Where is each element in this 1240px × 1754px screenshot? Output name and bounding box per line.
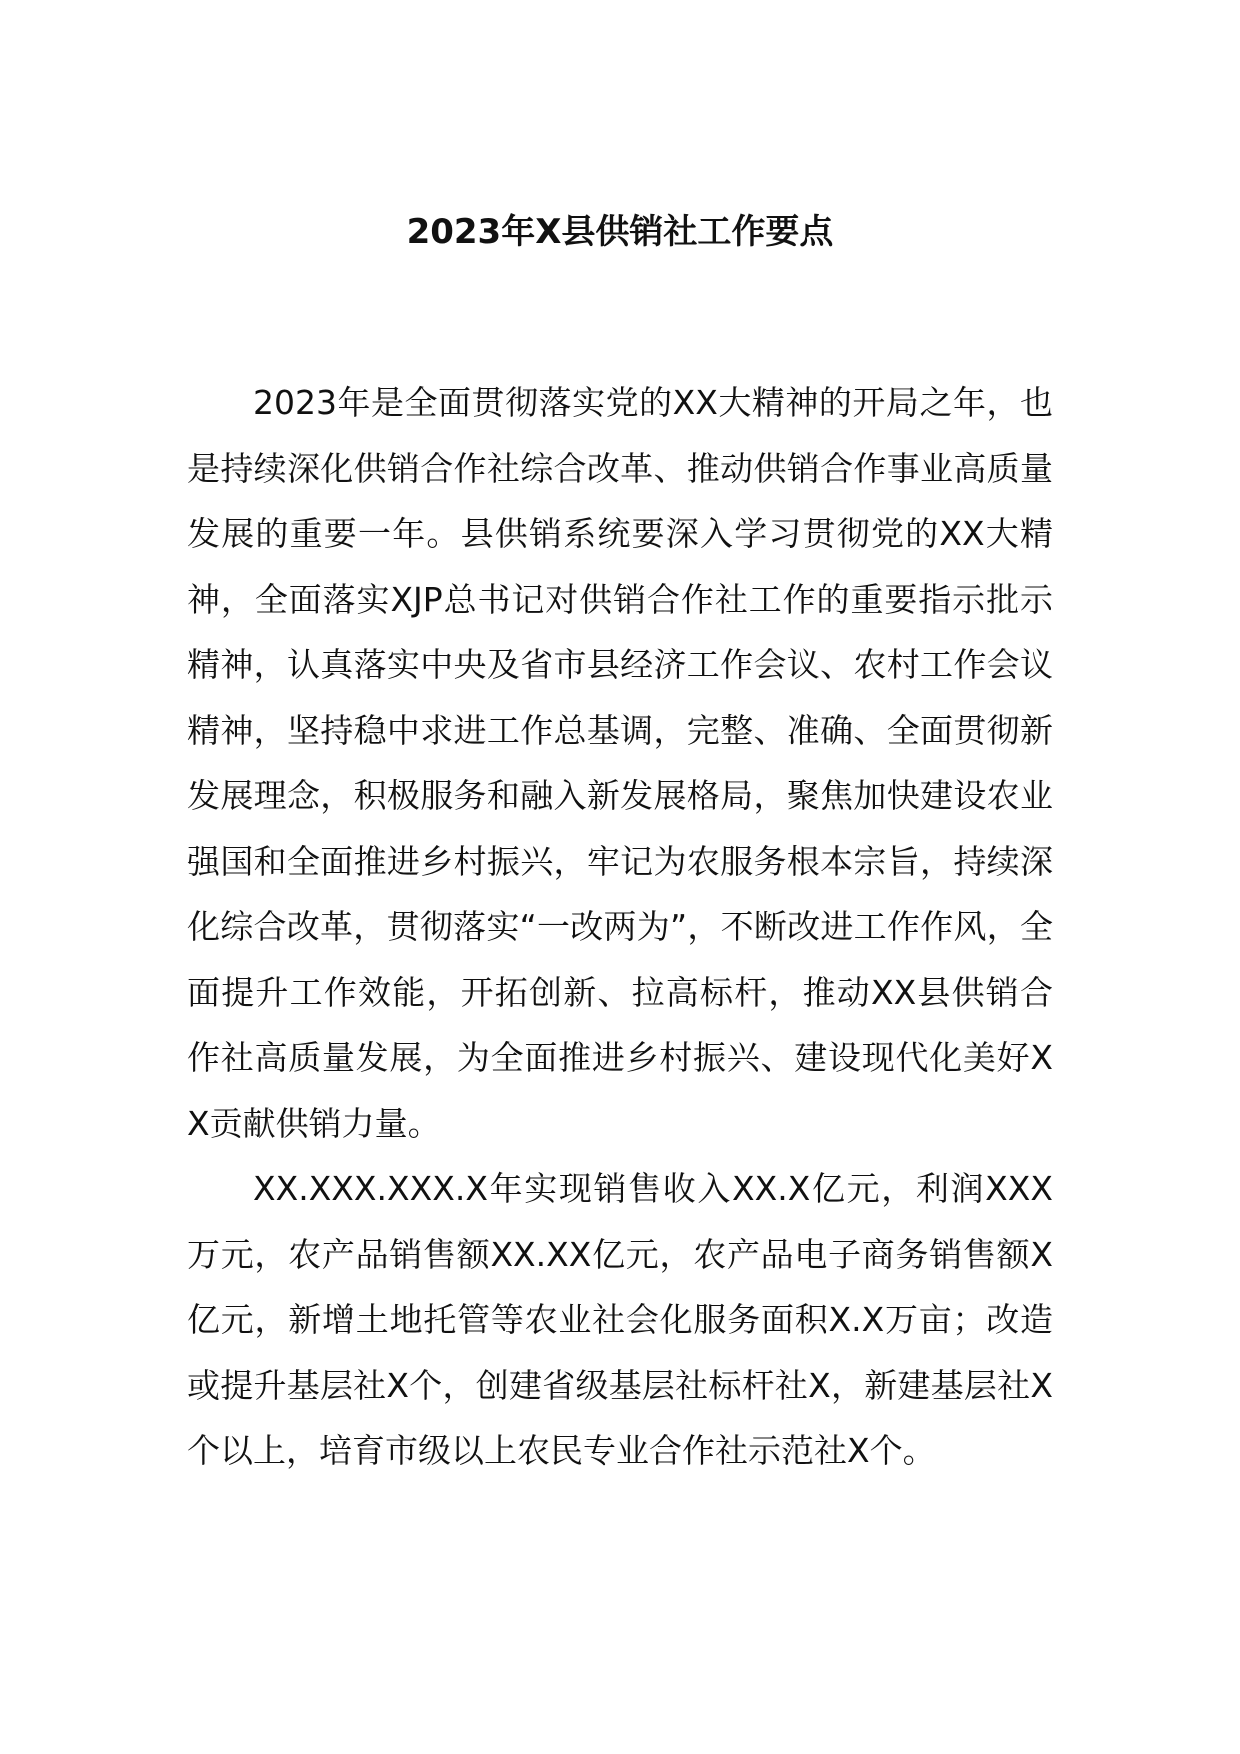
paragraph-intro: 2023年是全面贯彻落实党的XX大精神的开局之年，也是持续深化供销合作社综合改革、推动供销合作事业高质量发展的重要一年。县供销系统要深入学习贯彻党的XX大精神，全面落实XJP总书记对供销合作社工作的重要指示批示精神，认真落实中央及省市县经济工作会议、农村工作会议精神，坚持稳中求进工作总基调，完整、准确、全面贯彻新发展理念，积极服务和融入新发展格局，聚焦加快建设农业强国和全面推进乡村振兴，牢记为农服务根本宗旨，持续深化综合改革，贯彻落实“一改两为”，不断改进工作作风，全面提升工作效能，开拓创新、拉高标杆，推动XX县供销合作社高质量发展，为全面推进乡村振兴、建设现代化美好XX贡献供销力量。 [187, 383, 1053, 1143]
document-title: 2023年X县供销社工作要点 [406, 212, 834, 252]
paragraph-targets: XX.XXX.XXX.X年实现销售收入XX.X亿元，利润XXX万元，农产品销售额XX.XX亿元，农产品电子商务销售额X亿元，新增土地托管等农业社会化服务面积X.X万亩；改造或提升基层社X个，创建省级基层社标杆社X，新建基层社X个以上，培育市级以上农民专业合作社示范社X个。 [187, 1169, 1053, 1470]
document-body [187, 370, 1053, 1484]
